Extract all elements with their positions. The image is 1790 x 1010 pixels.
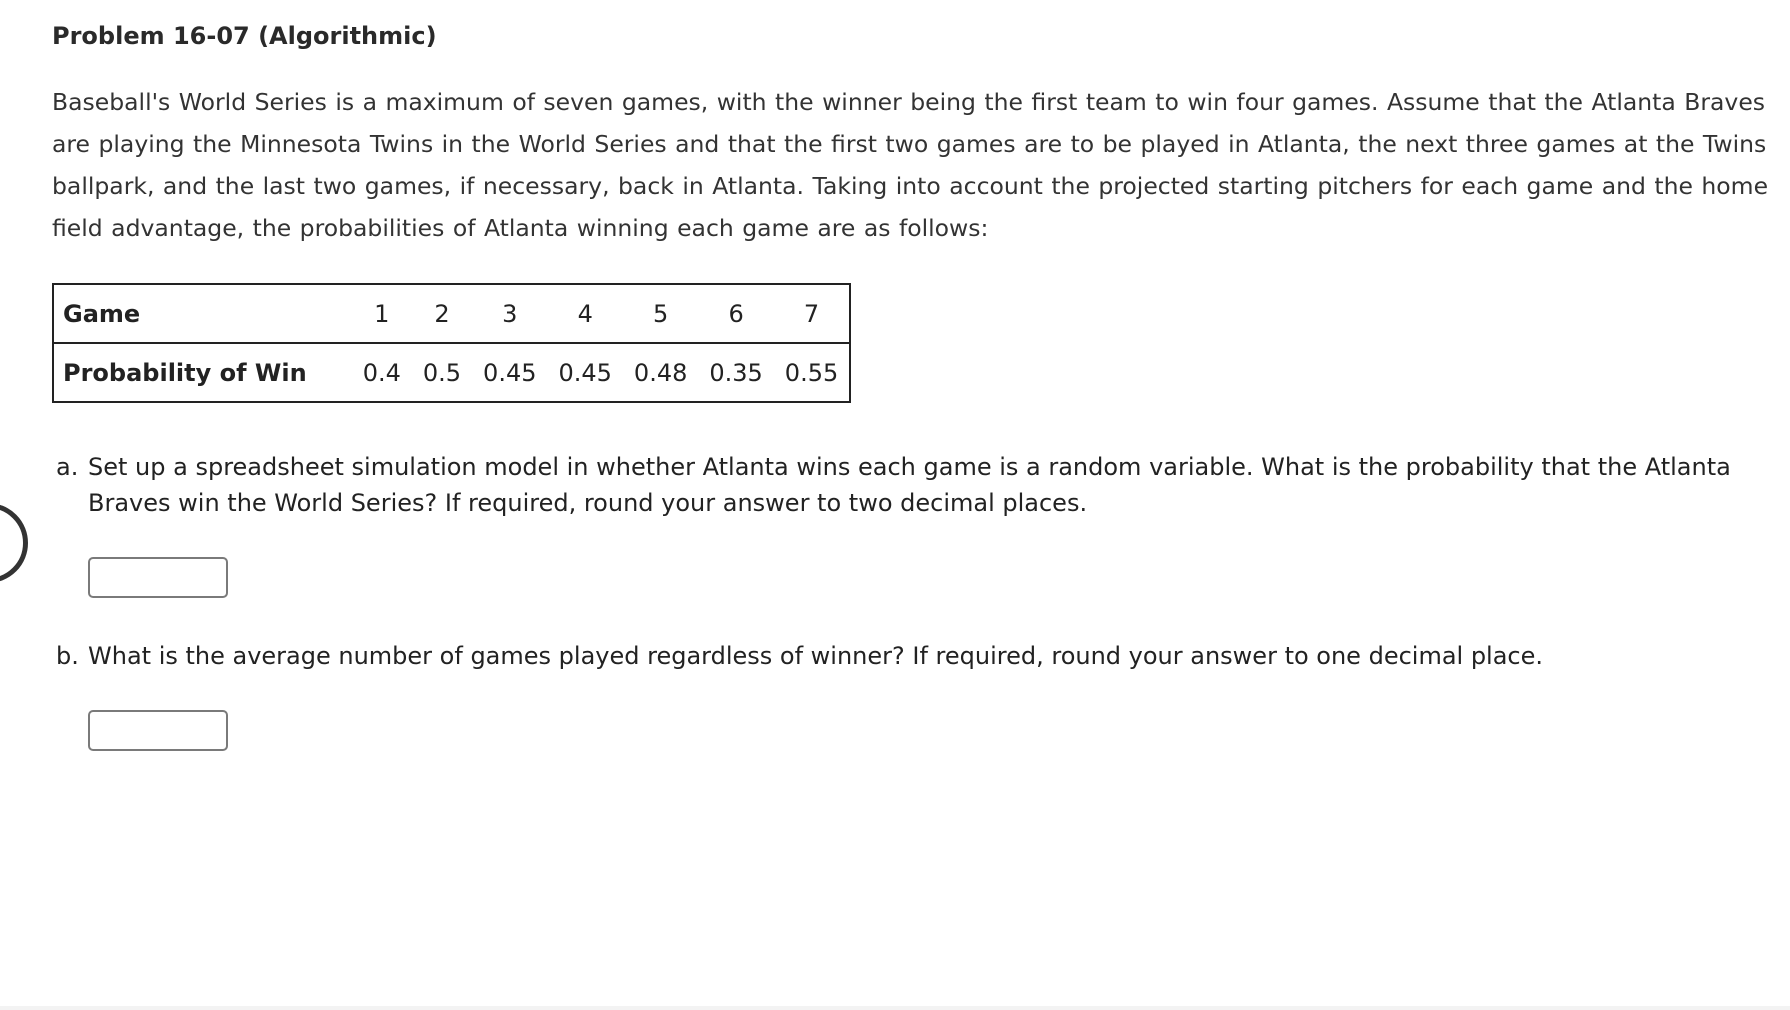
probability-cell: 0.55 — [784, 358, 839, 387]
probability-cell: 0.45 — [483, 358, 537, 387]
probability-cell: 0.45 — [558, 358, 612, 387]
question-b-line: What is the average number of games played regardless of winner? If required, round your answer to one decimal place. — [88, 642, 1544, 670]
question-a-line: Set up a spreadsheet simulation model in whether Atlanta wins each game is a random variable. What is the probability that the Atlanta — [88, 453, 1731, 481]
game-cell: 3 — [472, 284, 547, 343]
probability-cell: 0.4 — [362, 358, 401, 387]
question-b-text — [56, 638, 1776, 674]
game-row — [53, 284, 850, 343]
problem-intro — [52, 81, 1790, 249]
game-cell: 5 — [623, 284, 698, 343]
probability-row — [53, 343, 850, 402]
answer-a-input[interactable] — [88, 557, 228, 598]
question-b-marker: b. — [56, 642, 79, 670]
game-cell: 1 — [352, 284, 412, 343]
problem-title: Problem 16-07 (Algorithmic) — [52, 22, 437, 50]
probability-cell: 0.5 — [422, 358, 462, 387]
probability-cell: 0.35 — [709, 358, 763, 387]
game-cell: 7 — [774, 284, 850, 343]
intro-line: Baseball's World Series is a maximum of seven games, with the winner being the first team to win four games. Assume that the Atlanta Braves — [52, 88, 1766, 116]
game-cell: 2 — [412, 284, 472, 343]
win-probability-table — [52, 283, 851, 403]
game-cell: 6 — [698, 284, 773, 343]
footer-divider — [0, 1006, 1790, 1010]
question-a-line: Braves win the World Series? If required, round your answer to two decimal places. — [88, 489, 1088, 517]
answer-b-input[interactable] — [88, 710, 228, 751]
question-b — [56, 638, 1776, 674]
game-cell: 4 — [547, 284, 622, 343]
game-row-header: Game — [53, 284, 352, 343]
probability-row-header: Probability of Win — [63, 358, 307, 387]
probability-cell: 0.48 — [633, 358, 688, 387]
question-a — [56, 449, 1776, 521]
question-a-text — [56, 449, 1776, 521]
intro-line: ballpark, and the last two games, if necessary, back in Atlanta. Taking into account the projected starting pitchers for each game and the home — [52, 172, 1769, 200]
question-a-marker: a. — [56, 453, 79, 481]
edge-circle-icon[interactable] — [0, 503, 28, 583]
intro-line: are playing the Minnesota Twins in the World Series and that the first two games are to be played in Atlanta, the next three games at the Twins — [52, 130, 1767, 158]
intro-line: field advantage, the probabilities of Atlanta winning each game are as follows: — [52, 214, 989, 242]
